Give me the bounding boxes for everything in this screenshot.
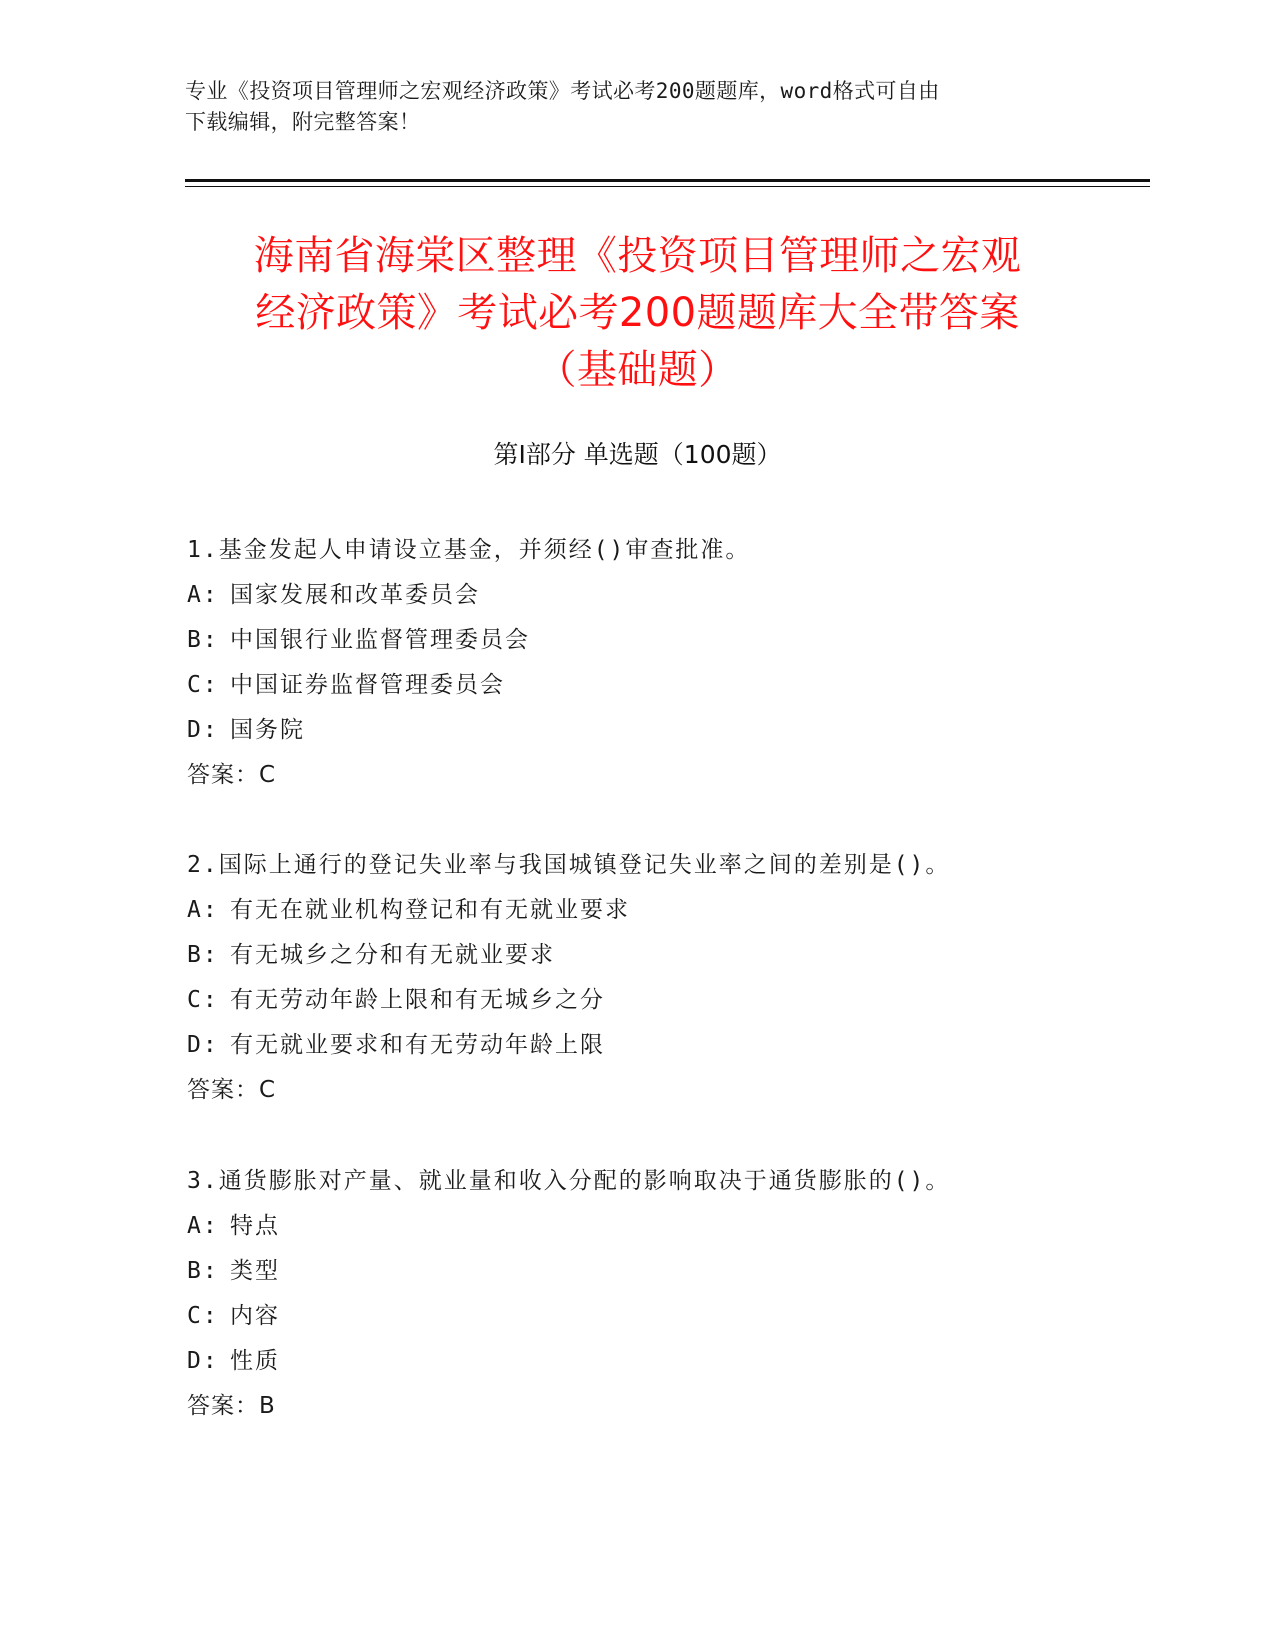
- option-text: 类型: [230, 1258, 280, 1284]
- option-c: [187, 663, 1087, 708]
- option-d: [187, 1339, 1087, 1384]
- option-text: 特点: [230, 1213, 280, 1239]
- option-label: B:: [187, 1258, 219, 1284]
- question-2: [187, 843, 1087, 1113]
- option-d: [187, 1023, 1087, 1068]
- option-label: D:: [187, 1032, 219, 1058]
- title-line-3: （基础题）: [536, 347, 739, 393]
- option-label: A:: [187, 1213, 219, 1239]
- answer-line: 答案：B: [187, 1393, 276, 1419]
- option-label: C:: [187, 1303, 219, 1329]
- option-text: 中国银行业监督管理委员会: [230, 627, 530, 653]
- option-a: [187, 888, 1087, 933]
- question-stem: 1.基金发起人申请设立基金，并须经()审查批准。: [187, 537, 751, 563]
- option-b: [187, 1249, 1087, 1294]
- option-c: [187, 978, 1087, 1023]
- option-label: D:: [187, 717, 219, 743]
- option-text: 有无劳动年龄上限和有无城乡之分: [230, 987, 605, 1013]
- option-label: B:: [187, 627, 219, 653]
- option-b: [187, 618, 1087, 663]
- option-text: 性质: [230, 1348, 280, 1374]
- option-a: [187, 1204, 1087, 1249]
- option-text: 有无在就业机构登记和有无就业要求: [230, 897, 630, 923]
- option-label: C:: [187, 987, 219, 1013]
- answer-line: 答案：C: [187, 1077, 277, 1103]
- option-a: [187, 573, 1087, 618]
- question-1: [187, 528, 1087, 798]
- option-label: B:: [187, 942, 219, 968]
- answer-line: 答案：C: [187, 762, 277, 788]
- option-text: 中国证券监督管理委员会: [230, 672, 505, 698]
- header-note: [185, 76, 1075, 138]
- header-rule-thick: [185, 179, 1150, 182]
- option-label: D:: [187, 1348, 219, 1374]
- header-note-line-2: 下载编辑，附完整答案！: [185, 110, 421, 134]
- question-stem: 3.通货膨胀对产量、就业量和收入分配的影响取决于通货膨胀的()。: [187, 1168, 951, 1194]
- option-text: 有无就业要求和有无劳动年龄上限: [230, 1032, 605, 1058]
- option-text: 国家发展和改革委员会: [230, 582, 480, 608]
- option-d: [187, 708, 1087, 753]
- title-line-2: 经济政策》考试必考200题题库大全带答案: [255, 290, 1020, 336]
- header-rule-thin: [185, 186, 1150, 187]
- option-label: A:: [187, 582, 219, 608]
- section-heading: 第Ⅰ部分 单选题（100题）: [493, 440, 782, 469]
- question-3: [187, 1159, 1087, 1429]
- option-b: [187, 933, 1087, 978]
- header-note-line-1: 专业《投资项目管理师之宏观经济政策》考试必考200题题库，word格式可自由: [185, 79, 940, 103]
- option-label: A:: [187, 897, 219, 923]
- question-stem: 2.国际上通行的登记失业率与我国城镇登记失业率之间的差别是()。: [187, 852, 951, 878]
- option-text: 国务院: [230, 717, 305, 743]
- document-title: [160, 228, 1115, 399]
- option-text: 有无城乡之分和有无就业要求: [230, 942, 555, 968]
- option-label: C:: [187, 672, 219, 698]
- title-line-1: 海南省海棠区整理《投资项目管理师之宏观: [253, 233, 1022, 279]
- option-text: 内容: [230, 1303, 280, 1329]
- option-c: [187, 1294, 1087, 1339]
